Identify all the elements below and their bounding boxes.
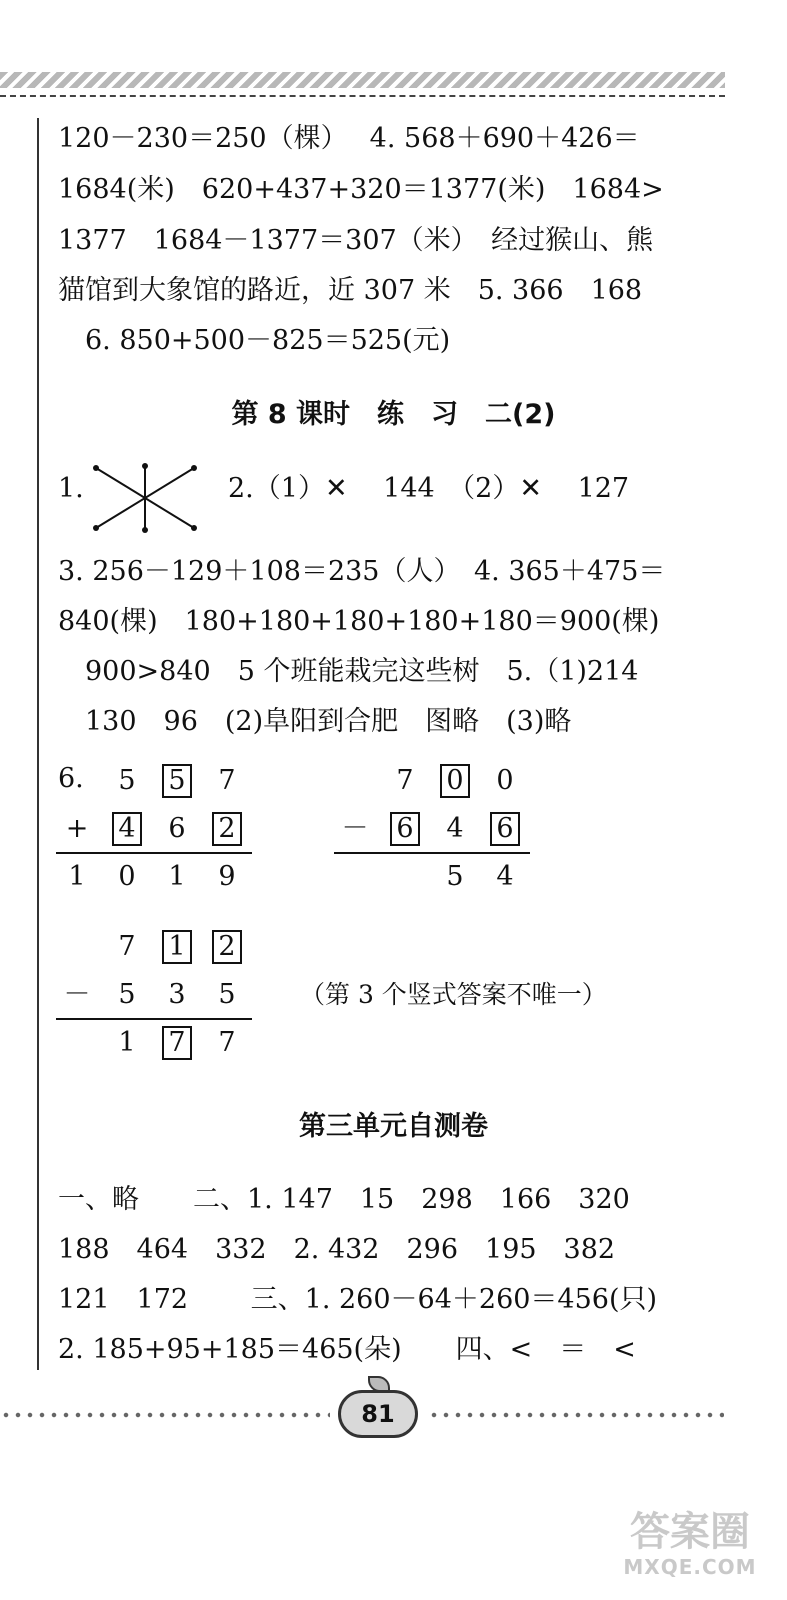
digit: 1 xyxy=(118,1027,136,1058)
answer-box: 1 xyxy=(162,930,192,964)
footer-dots-right xyxy=(428,1410,724,1420)
answer-line-10: 一、略 二、1. 147 15 298 166 320 xyxy=(58,1184,630,1215)
digit: 9 xyxy=(218,861,236,892)
digit: 5 xyxy=(118,979,136,1010)
digit: 7 xyxy=(218,765,236,796)
crossing-lines-diagram xyxy=(90,462,200,534)
difference-rule xyxy=(56,1018,252,1020)
left-margin-rule xyxy=(37,118,39,1370)
answer-box: 6 xyxy=(490,812,520,846)
answer-box: 7 xyxy=(162,1026,192,1060)
digit: 5 xyxy=(218,979,236,1010)
answer-line-13: 2. 185+95+185＝465(朵) 四、< ＝ < xyxy=(58,1334,636,1365)
watermark-logo: 答案圈 xyxy=(630,1509,750,1555)
digit: 0 xyxy=(118,861,136,892)
digit: 5 xyxy=(118,765,136,796)
answer-box: 4 xyxy=(112,812,142,846)
footer-dots-left xyxy=(0,1410,330,1420)
header-dashed-rule xyxy=(0,95,725,97)
answer-line-11: 188 464 332 2. 432 296 195 382 xyxy=(58,1234,616,1265)
note-third-vertical: （第 3 个竖式答案不唯一） xyxy=(300,980,607,1009)
minus-sign: － xyxy=(341,813,369,844)
answer-line-8: 900>840 5 个班能栽完这些树 5.（1)214 xyxy=(58,656,639,687)
answer-box: 2 xyxy=(212,930,242,964)
answer-line-5: 6. 850+500－825＝525(元) xyxy=(58,325,451,356)
answer-box: 2 xyxy=(212,812,242,846)
q6-label: 6. xyxy=(58,763,84,794)
digit: 1 xyxy=(68,861,86,892)
answer-line-1: 120－230＝250（棵） 4. 568＋690＋426＝ xyxy=(58,123,640,154)
q2-answer: 2.（1）✕ 144 （2）✕ 127 xyxy=(228,473,630,504)
answer-line-9: 130 96 (2)阜阳到合肥 图略 (3)略 xyxy=(58,706,572,737)
minus-sign: － xyxy=(63,979,91,1010)
answer-line-2: 1684(米) 620+437+320＝1377(米) 1684> xyxy=(58,174,664,205)
answer-box: 0 xyxy=(440,764,470,798)
digit: 7 xyxy=(396,765,414,796)
digit: 5 xyxy=(446,861,464,892)
difference-rule xyxy=(334,852,530,854)
lesson-8-heading: 第 8 课时 练 习 二(2) xyxy=(231,399,556,430)
site-watermark xyxy=(600,1510,780,1580)
answer-box: 5 xyxy=(162,764,192,798)
q1-label: 1. xyxy=(58,473,84,504)
answer-line-4: 猫馆到大象馆的路近，近 307 米 5. 366 168 xyxy=(58,275,643,306)
digit: 6 xyxy=(168,813,186,844)
digit: 4 xyxy=(496,861,514,892)
answer-line-6: 3. 256－129＋108＝235（人） 4. 365＋475＝ xyxy=(58,556,666,587)
plus-sign: + xyxy=(65,813,89,844)
header-stripe-band xyxy=(0,72,725,88)
digit: 7 xyxy=(218,1027,236,1058)
sum-rule xyxy=(56,852,252,854)
answer-line-12: 121 172 三、1. 260－64＋260＝456(只) xyxy=(58,1284,658,1315)
digit: 1 xyxy=(168,861,186,892)
answer-box: 6 xyxy=(390,812,420,846)
answer-line-7: 840(棵) 180+180+180+180+180＝900(棵) xyxy=(58,606,660,637)
digit: 3 xyxy=(168,979,186,1010)
digit: 0 xyxy=(496,765,514,796)
digit: 4 xyxy=(446,813,464,844)
page-number: 81 xyxy=(338,1390,418,1438)
answer-line-3: 1377 1684－1377＝307（米） 经过猴山、熊 xyxy=(58,225,654,256)
digit: 7 xyxy=(118,931,136,962)
watermark-url: MXQE.COM xyxy=(623,1555,757,1579)
unit-3-test-heading: 第三单元自测卷 xyxy=(299,1111,488,1142)
